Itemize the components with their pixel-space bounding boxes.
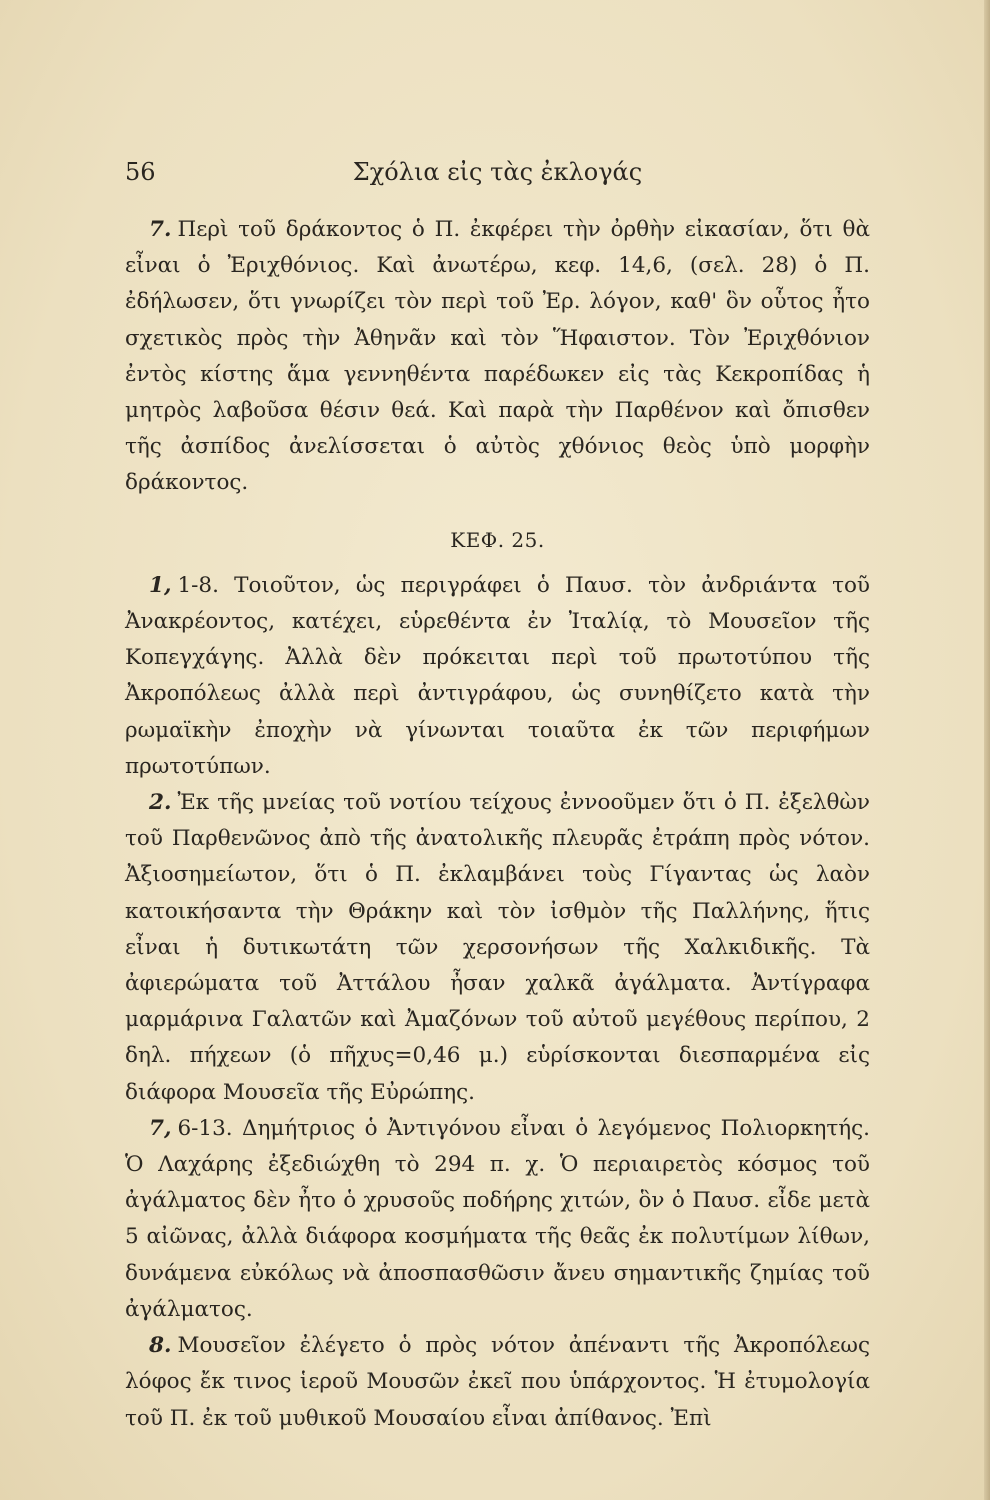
paragraph-text: Περὶ τοῦ δράκοντος ὁ Π. ἐκφέρει τὴν ὀρθὴν εἰκασίαν, ὅτι θὰ εἶναι ὁ Ἐριχθόνιος. Καὶ ἀνωτέρω, κεφ. 14,6, (σελ. 28) ὁ Π. ἐδήλωσεν, ὅτι γνωρίζει τὸν περὶ τοῦ Ἐρ. λόγον, καθ' ὃν οὗτος ἦτο σχετικὸς πρὸς τὴν Ἀθηνᾶν καὶ τὸν Ἥφαιστον. Τὸν Ἐριχθόνιον ἐντὸς κίστης ἅμα γεννηθέντα παρέδωκεν εἰς τὰς Κεκροπίδας ἡ μητρὸς λαβοῦσα θέσιν θεά. Καὶ παρὰ τὴν Παρθένον καὶ ὄπισθεν τῆς ἀσπίδος ἀνελίσσεται ὁ αὐτὸς χθόνιος θεὸς ὑπὸ μορφὴν δράκοντος. bbox=[125, 217, 870, 496]
paragraph bbox=[125, 1328, 870, 1437]
paragraph-marker: 1, bbox=[149, 572, 172, 598]
paragraph bbox=[125, 1111, 870, 1328]
paragraph-marker: 7. bbox=[149, 217, 172, 242]
paragraph-marker: 8. bbox=[149, 1333, 172, 1359]
paragraph-text: Μουσεῖον ἐλέγετο ὁ πρὸς νότον ἀπέναντι τῆς Ἀκροπόλεως λόφος ἔκ τινος ἱεροῦ Μουσῶν ἐκεῖ που ὑπάρχοντος. Ἡ ἐτυμολογία τοῦ Π. ἐκ τοῦ μυθικοῦ Μουσαίου εἶναι ἀπίθανος. Ἐπὶ bbox=[125, 1333, 870, 1431]
page-edge bbox=[984, 0, 990, 1500]
body-text bbox=[125, 212, 870, 1437]
page-number: 56 bbox=[125, 158, 156, 186]
paragraph bbox=[125, 212, 870, 502]
paragraph-text: 6-13. Δημήτριος ὁ Ἀντιγόνου εἶναι ὁ λεγόμενος Πολιορκητής. Ὁ Λαχάρης ἐξεδιώχθη τὸ 294 π. χ. Ὁ περιαιρετὸς κόσμος τοῦ ἀγάλματος δὲν ἦτο ὁ χρυσοῦς ποδήρης χιτών, ὃν ὁ Παυσ. εἶδε μετὰ 5 αἰῶνας, ἀλλὰ διάφορα κοσμήματα τῆς θεᾶς ἐκ πολυτίμων λίθων, δυνάμενα εὐκόλως νὰ ἀποσπασθῶσιν ἄνευ σημαντικῆς ζημίας τοῦ ἀγάλματος. bbox=[125, 1115, 870, 1322]
paragraph bbox=[125, 785, 870, 1111]
running-title: Σχόλια εἰς τὰς ἐκλογάς bbox=[352, 158, 643, 186]
running-head bbox=[125, 158, 870, 192]
chapter-heading: ΚΕΦ. 25. bbox=[450, 527, 545, 552]
paragraph-text: Ἐκ τῆς μνείας τοῦ νοτίου τείχους ἐννοοῦμεν ὅτι ὁ Π. ἐξελθὼν τοῦ Παρθενῶνος ἀπὸ τῆς ἀνατολικῆς πλευρᾶς ἐτράπη πρὸς νότον. Ἀξιοσημείωτον, ὅτι ὁ Π. ἐκλαμβάνει τοὺς Γίγαντας ὡς λαὸν κατοικήσαντα τὴν Θράκην καὶ τὸν ἰσθμὸν τῆς Παλλήνης, ἥτις εἶναι ἡ δυτικωτάτη τῶν χερσονήσων τῆς Χαλκιδικῆς. Τὰ ἀφιερώματα τοῦ Ἀττάλου ἦσαν χαλκᾶ ἀγάλματα. Ἀντίγραφα μαρμάρινα Γαλατῶν καὶ Ἀμαζόνων τοῦ αὐτοῦ μεγέθους περίπου, 2 δηλ. πήχεων (ὁ πῆχυς=0,46 μ.) εὑρίσκονται διεσπαρμένα εἰς διάφορα Μουσεῖα τῆς Εὐρώπης. bbox=[125, 790, 870, 1105]
paragraph-marker: 7, bbox=[149, 1115, 172, 1141]
paragraph-text: 1-8. Τοιοῦτον, ὡς περιγράφει ὁ Παυσ. τὸν ἀνδριάντα τοῦ Ἀνακρέοντος, κατέχει, εὑρεθέντα ἐν Ἰταλίᾳ, τὸ Μουσεῖον τῆς Κοπεγχάγης. Ἀλλὰ δὲν πρόκειται περὶ τοῦ πρωτοτύπου τῆς Ἀκροπόλεως ἀλλὰ περὶ ἀντιγράφου, ὡς συνηθίζετο κατὰ τὴν ρωμαϊκὴν ἐποχὴν νὰ γίνωνται τοιαῦτα ἐκ τῶν περιφήμων πρωτοτύπων. bbox=[125, 572, 870, 779]
paragraph-marker: 2. bbox=[149, 790, 172, 816]
paragraph bbox=[125, 568, 870, 785]
